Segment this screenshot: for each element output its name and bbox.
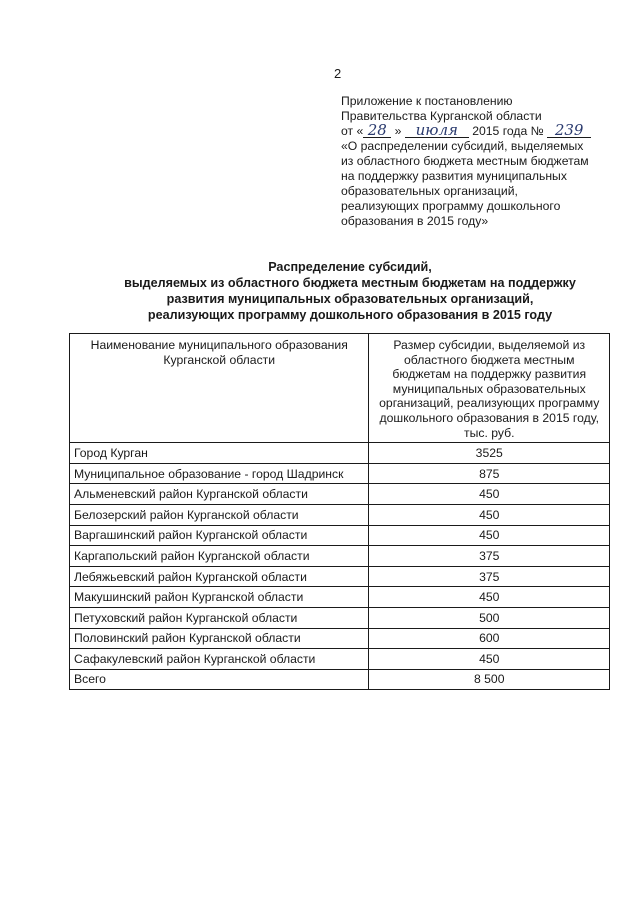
row-name: Лебяжьевский район Курганской области bbox=[70, 566, 369, 587]
row-amount: 500 bbox=[369, 607, 610, 628]
row-amount: 450 bbox=[369, 484, 610, 505]
page-number: 2 bbox=[334, 66, 342, 81]
table-row bbox=[70, 484, 610, 505]
row-name: Альменевский район Курганской области bbox=[70, 484, 369, 505]
appendix-desc-line: реализующих программу дошкольного bbox=[341, 199, 561, 213]
title-line: реализующих программу дошкольного образования в 2015 году bbox=[147, 308, 553, 322]
row-amount: 450 bbox=[369, 525, 610, 546]
appendix-desc-line: из областного бюджета местным бюджетам bbox=[341, 154, 589, 168]
row-name: Сафакулевский район Курганской области bbox=[70, 649, 369, 670]
title-line: выделяемых из областного бюджета местным бюджетам на поддержку bbox=[124, 276, 576, 290]
total-label: Всего bbox=[70, 669, 369, 690]
title-line: Распределение субсидий, bbox=[268, 260, 432, 274]
date-month-handwritten: июля bbox=[405, 124, 469, 138]
row-amount: 3525 bbox=[369, 443, 610, 464]
subsidy-table bbox=[69, 333, 610, 690]
row-name: Белозерский район Курганской области bbox=[70, 504, 369, 525]
appendix-desc-line: на поддержку развития муниципальных bbox=[341, 169, 567, 183]
row-name: Варгашинский район Курганской области bbox=[70, 525, 369, 546]
table-row bbox=[70, 504, 610, 525]
row-amount: 450 bbox=[369, 649, 610, 670]
document-title bbox=[70, 259, 630, 323]
table-row bbox=[70, 463, 610, 484]
header-name: Наименование муниципального образования Курганской области bbox=[70, 334, 369, 443]
row-name: Половинский район Курганской области bbox=[70, 628, 369, 649]
table-row bbox=[70, 607, 610, 628]
row-amount: 450 bbox=[369, 587, 610, 608]
date-year: 2015 года № bbox=[472, 124, 544, 138]
row-name: Петуховский район Курганской области bbox=[70, 607, 369, 628]
table-row bbox=[70, 525, 610, 546]
row-name: Муниципальное образование - город Шадринск bbox=[70, 463, 369, 484]
row-amount: 375 bbox=[369, 546, 610, 567]
appendix-date-line bbox=[341, 121, 611, 139]
resolution-number-handwritten: 239 bbox=[547, 124, 591, 138]
date-prefix: от « bbox=[341, 124, 364, 138]
row-amount: 875 bbox=[369, 463, 610, 484]
row-name: Каргапольский район Курганской области bbox=[70, 546, 369, 567]
table-total-row bbox=[70, 669, 610, 690]
table-row bbox=[70, 587, 610, 608]
table-row bbox=[70, 546, 610, 567]
row-amount: 375 bbox=[369, 566, 610, 587]
date-day-handwritten: 28 bbox=[363, 124, 391, 138]
date-separator: » bbox=[394, 124, 402, 138]
appendix-desc-line: образования в 2015 году» bbox=[341, 214, 489, 228]
table-header-row bbox=[70, 334, 610, 443]
table-row bbox=[70, 649, 610, 670]
row-name: Город Курган bbox=[70, 443, 369, 464]
appendix-desc-line: «О распределении субсидий, выделяемых bbox=[341, 139, 584, 153]
row-amount: 450 bbox=[369, 504, 610, 525]
table-row bbox=[70, 443, 610, 464]
table-row bbox=[70, 628, 610, 649]
appendix-desc-line: образовательных организаций, bbox=[341, 184, 518, 198]
appendix-line-2: Правительства Курганской области bbox=[341, 109, 542, 123]
row-amount: 600 bbox=[369, 628, 610, 649]
appendix-line-1: Приложение к постановлению bbox=[341, 94, 513, 108]
header-amount: Размер субсидии, выделяемой из областного бюджета местным бюджетам на поддержку развития муниципальных образовательных организаций, реализующих программу дошкольного образования в 2015 году, тыс. руб. bbox=[369, 334, 610, 443]
title-line: развития муниципальных образовательных организаций, bbox=[166, 292, 534, 306]
appendix-block bbox=[341, 94, 611, 229]
table-row bbox=[70, 566, 610, 587]
row-name: Макушинский район Курганской области bbox=[70, 587, 369, 608]
total-amount: 8 500 bbox=[369, 669, 610, 690]
